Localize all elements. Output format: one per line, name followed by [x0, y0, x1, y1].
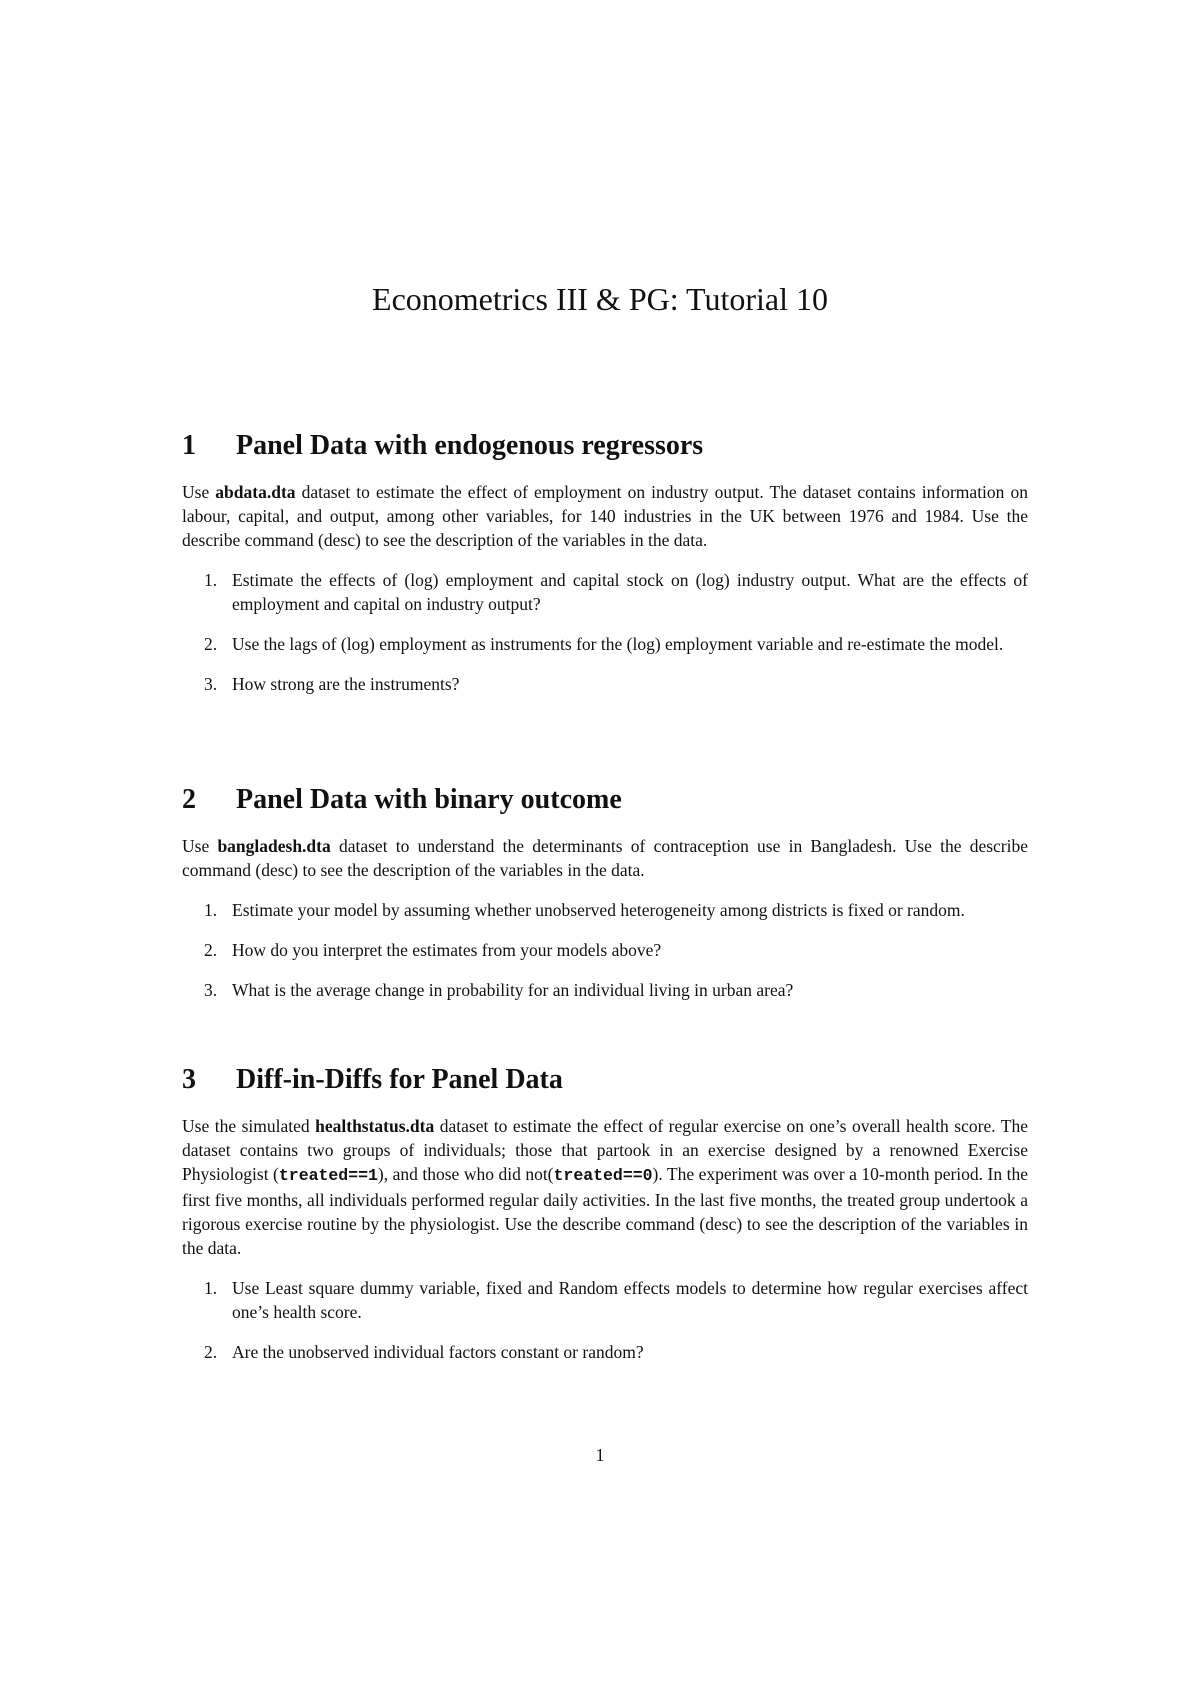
intro-text: dataset to estimate the effect of regular exercise on one’s overall health score. The dataset contains two groups of individuals; those that partook in an exercise designed by a renowned Exercise Physiologist ( — [182, 1116, 1028, 1184]
page-number: 1 — [595, 1445, 605, 1465]
intro-text: Use — [182, 836, 218, 856]
dataset-name: bangladesh.dta — [217, 836, 331, 856]
question-number: 3. — [204, 674, 218, 694]
question-text: Estimate your model by assuming whether unobserved heterogeneity among districts is fixed or random. — [232, 900, 965, 920]
section-intro — [182, 480, 1028, 552]
section-title: Panel Data with binary outcome — [236, 784, 622, 815]
question-item — [182, 632, 1028, 656]
question-number: 2. — [204, 1342, 218, 1362]
intro-text: Use — [182, 482, 216, 502]
question-list — [182, 1276, 1028, 1364]
question-list — [182, 568, 1028, 696]
question-item — [182, 898, 1028, 922]
question-text: Use Least square dummy variable, fixed and Random effects models to determine how regular exercises affect one’s health score. — [232, 1278, 1028, 1322]
section-2 — [182, 782, 1028, 1018]
section-title: Diff-in-Diffs for Panel Data — [236, 1064, 563, 1095]
section-number: 1 — [182, 430, 196, 461]
question-text: Are the unobserved individual factors constant or random? — [232, 1342, 644, 1362]
intro-text: dataset to estimate the effect of employment on industry output. The dataset contains information on labour, capital, and output, among other variables, for 140 industries in the UK between 1976 and 1984. Use the describe command (desc) to see the description of the variables in the data. — [182, 482, 1028, 550]
question-item — [182, 1340, 1028, 1364]
question-item — [182, 978, 1028, 1002]
intro-text: Use the simulated — [182, 1116, 316, 1136]
question-text: How do you interpret the estimates from your models above? — [232, 940, 662, 960]
section-title: Panel Data with endogenous regressors — [236, 430, 704, 461]
question-item — [182, 568, 1028, 616]
question-list — [182, 898, 1028, 1002]
question-text: How strong are the instruments? — [232, 674, 460, 694]
question-item — [182, 938, 1028, 962]
intro-text: dataset to understand the determinants of contraception use in Bangladesh. Use the describe command (desc) to see the description of the variables in the data. — [182, 836, 1028, 880]
question-number: 2. — [204, 634, 218, 654]
question-text: What is the average change in probability for an individual living in urban area? — [232, 980, 794, 1000]
question-number: 1. — [204, 900, 218, 920]
question-number: 1. — [204, 1278, 218, 1298]
section-intro — [182, 834, 1028, 882]
section-3 — [182, 1062, 1028, 1380]
document-title: Econometrics III & PG: Tutorial 10 — [372, 281, 828, 317]
control-condition: treated==0 — [553, 1166, 653, 1185]
dataset-name: healthstatus.dta — [315, 1116, 435, 1136]
section-intro — [182, 1114, 1028, 1260]
question-number: 3. — [204, 980, 218, 1000]
section-1 — [182, 428, 1028, 712]
section-number: 2 — [182, 784, 196, 815]
question-number: 1. — [204, 570, 218, 590]
dataset-name: abdata.dta — [215, 482, 296, 502]
section-heading — [182, 782, 1028, 818]
question-text: Use the lags of (log) employment as instruments for the (log) employment variable and re-estimate the model. — [232, 634, 1004, 654]
question-item — [182, 672, 1028, 696]
question-text: Estimate the effects of (log) employment and capital stock on (log) industry output. What are the effects of employment and capital on industry output? — [232, 570, 1028, 614]
section-heading — [182, 428, 1028, 464]
intro-text: ). The experiment was over a 10-month period. In the first five months, all individuals performed regular daily activities. In the last five months, the treated group undertook a rigorous exercise routine by the physiologist. Use the describe command (desc) to see the description of the variables in the data. — [182, 1164, 1028, 1258]
question-item — [182, 1276, 1028, 1324]
treated-condition: treated==1 — [278, 1166, 378, 1185]
intro-text: ), and those who did not( — [377, 1164, 554, 1184]
section-heading — [182, 1062, 1028, 1098]
question-number: 2. — [204, 940, 218, 960]
section-number: 3 — [182, 1064, 196, 1095]
